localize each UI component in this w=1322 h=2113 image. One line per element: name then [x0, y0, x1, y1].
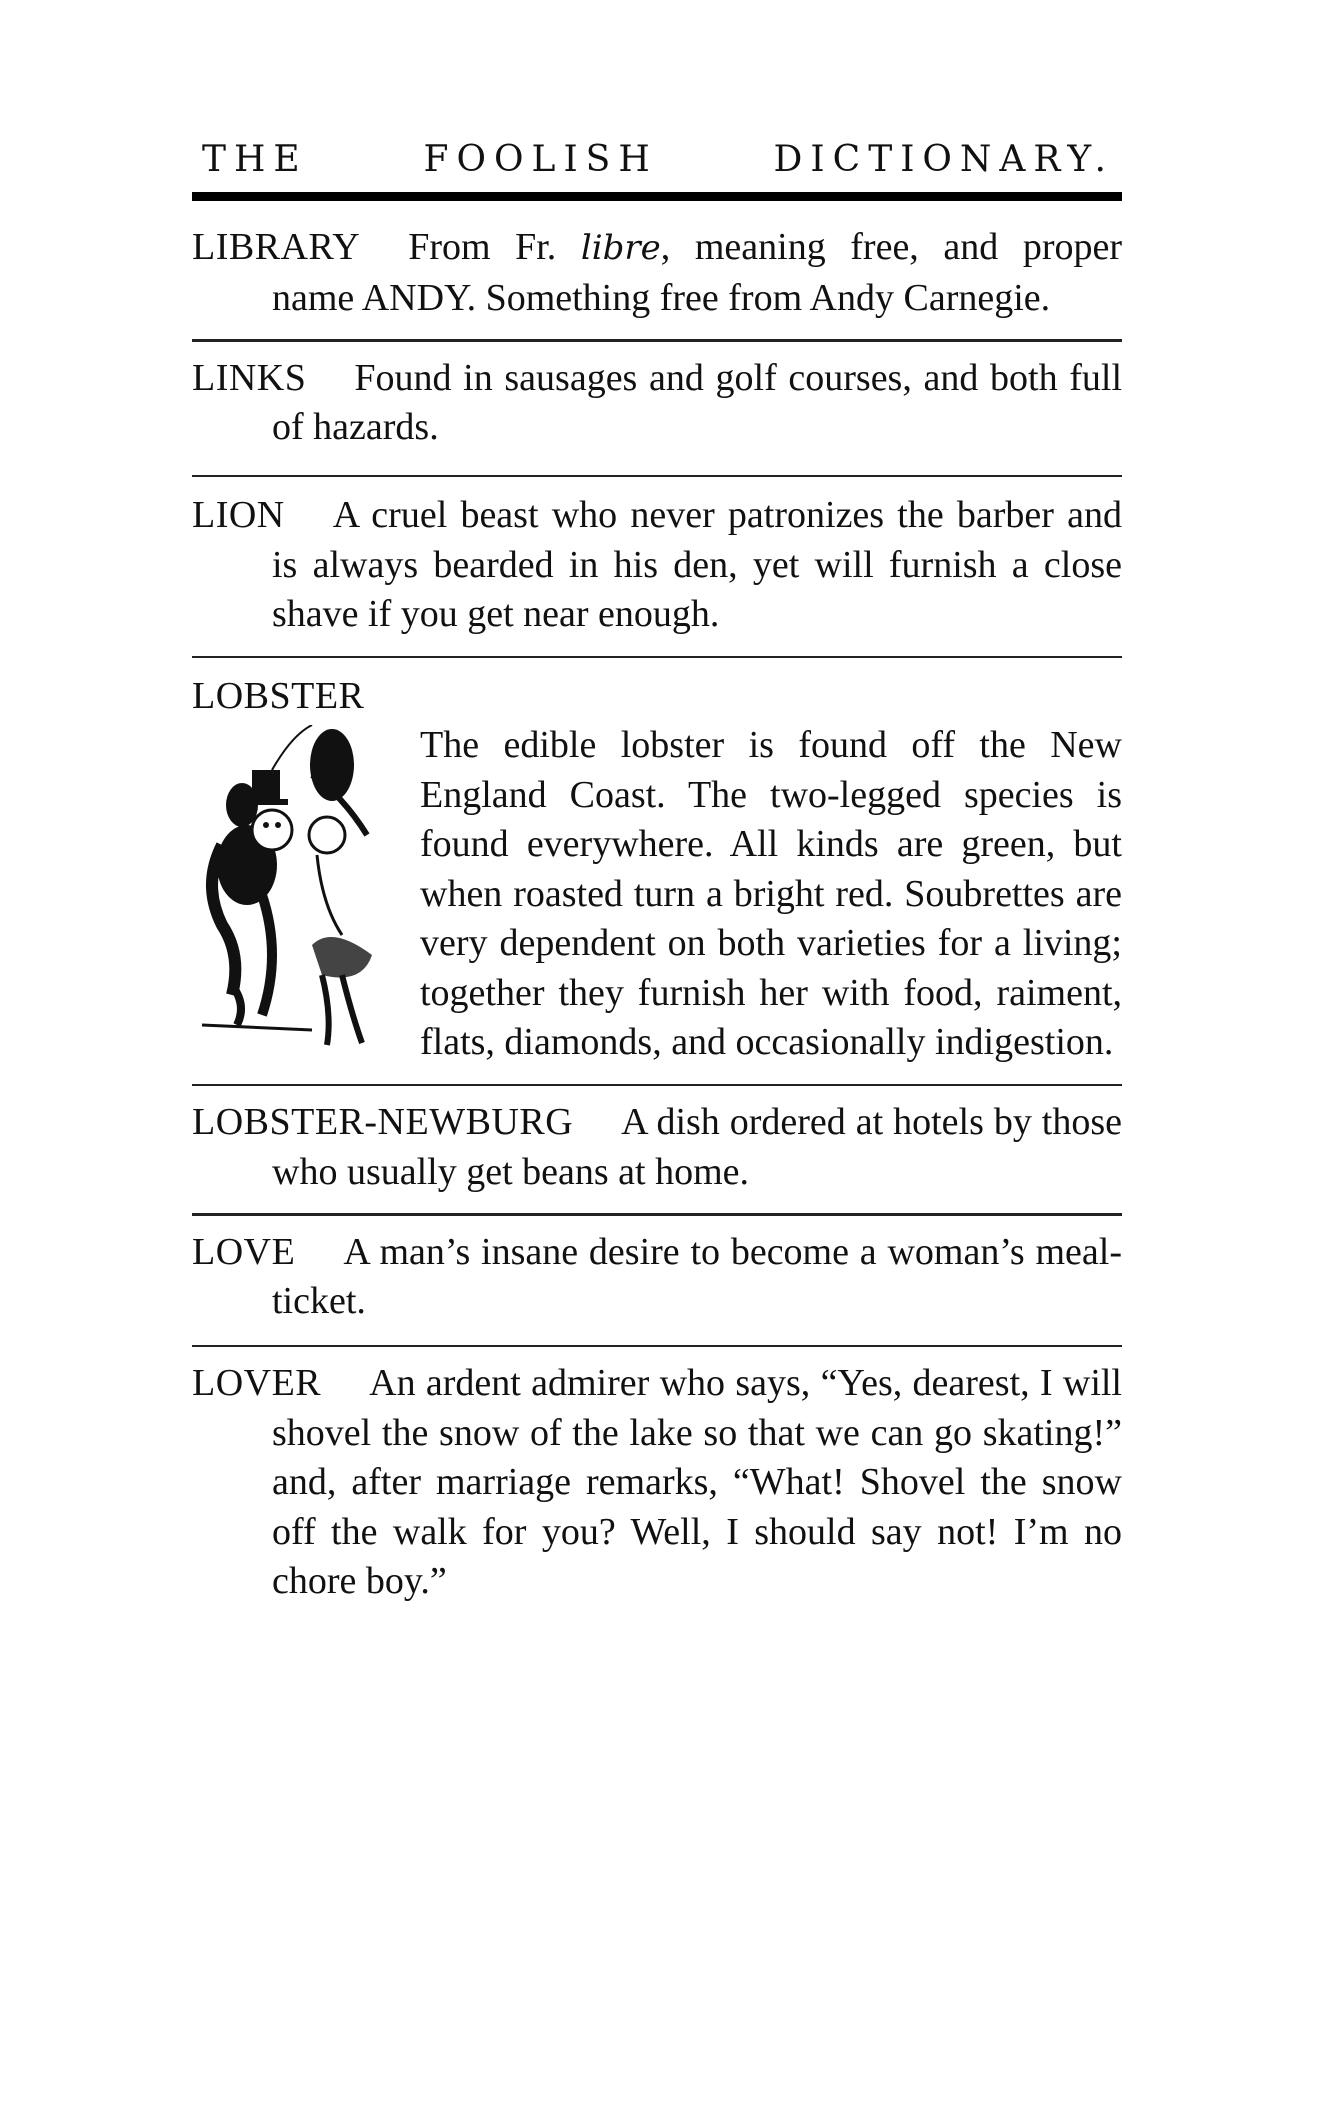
entry-links	[192, 354, 1122, 453]
headword: LINKS	[192, 356, 307, 399]
entry-divider	[192, 1213, 1122, 1216]
entry-divider	[192, 475, 1122, 478]
headword: LOVER	[192, 1362, 322, 1404]
header-rule	[192, 192, 1122, 201]
headword: LOBSTER-NEWBURG	[192, 1101, 574, 1143]
entry-library	[192, 223, 1122, 323]
definition: A cruel beast who never patronizes the barber and is always bearded in his den, yet will furnish a close shave if you get near enough.	[272, 494, 1122, 635]
lobster-illustration	[192, 725, 412, 1055]
entry-lobster-newburg	[192, 1098, 1122, 1197]
entry-love	[192, 1228, 1122, 1327]
headword: LOBSTER	[192, 675, 365, 717]
definition: Found in sausages and golf courses, and both full of hazards.	[272, 356, 1122, 448]
entry-lion	[192, 491, 1122, 640]
definition: , meaning free, and proper name ANDY. Something free from Andy Carnegie.	[272, 226, 1122, 319]
headword: LOVE	[192, 1230, 296, 1273]
entry-divider	[192, 1084, 1122, 1087]
dictionary-page	[192, 140, 1122, 1607]
definition: A man’s insane desire to become a woman’s meal-ticket.	[272, 1230, 1122, 1322]
entry-divider	[192, 656, 1122, 659]
entry-lover	[192, 1359, 1122, 1607]
definition-italic: libre	[580, 228, 661, 268]
running-head: THE FOOLISH DICTIONARY.	[202, 139, 1114, 180]
entry-lobster	[192, 672, 1122, 1068]
headword: LIBRARY	[192, 226, 361, 268]
lobster-soubrette-drawing-icon	[192, 725, 412, 1055]
definition: An ardent admirer who says, “Yes, dearest, I will shovel the snow of the lake so that we can go skating!” and, after marriage remarks, “What! Shovel the snow off the walk for you? Well, I should say not! I’m no chore boy.”	[272, 1362, 1122, 1602]
definition: A dish ordered at hotels by those who usually get beans at home.	[272, 1101, 1122, 1193]
definition: The edible lobster is found off the New England Coast. The two-legged species is found everywhere. All kinds are green, but when roasted turn a bright red. Soubrettes are very dependent on both varieties for a living; together they furnish her with food, raiment, flats, diamonds, and occasionally indigestion.	[420, 724, 1122, 1063]
entry-divider	[192, 1345, 1122, 1348]
headword: LION	[192, 494, 285, 536]
definition: From Fr.	[408, 226, 581, 268]
entry-divider	[192, 339, 1122, 342]
